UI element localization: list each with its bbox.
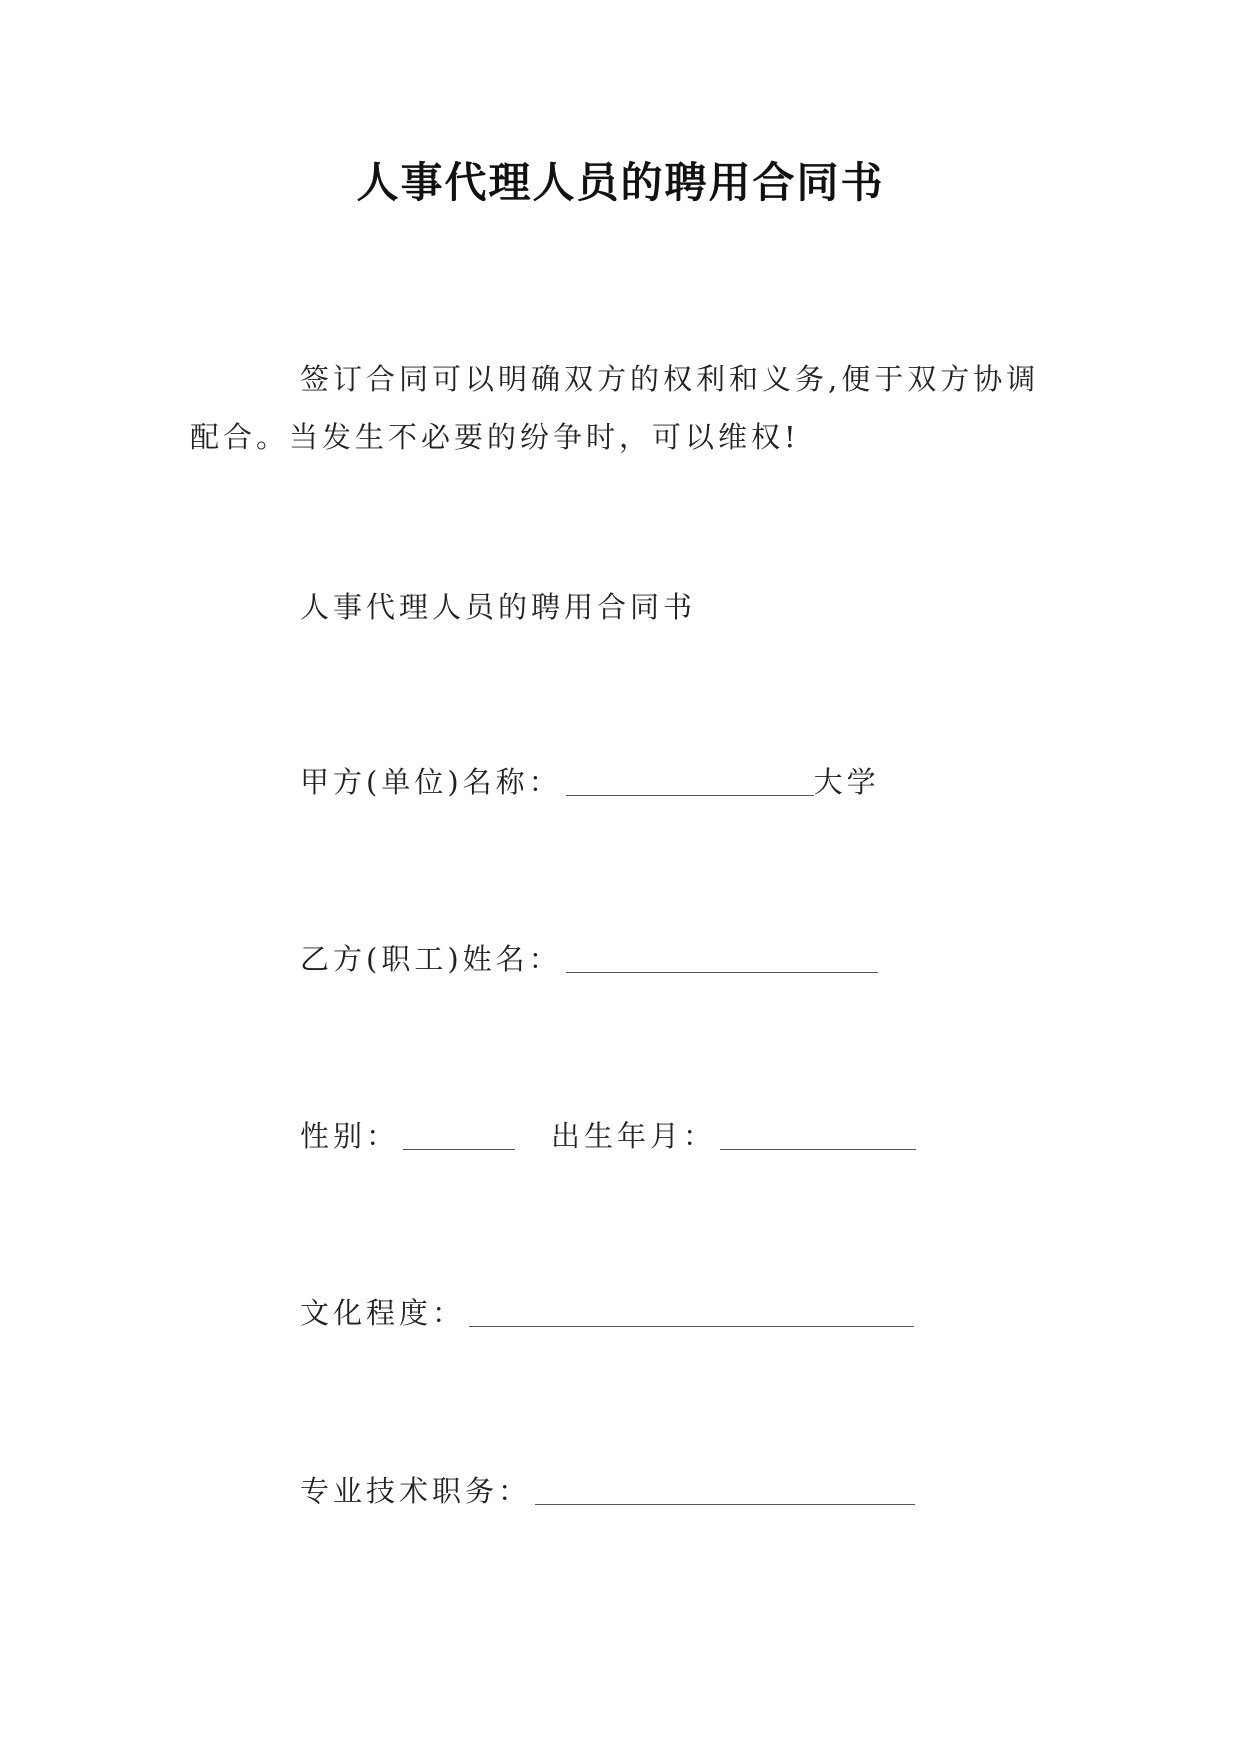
party-b-label: 乙方(职工)姓名： [300, 942, 562, 976]
gender-blank[interactable] [403, 1119, 515, 1150]
document-title: 人事代理人员的聘用合同书 [356, 158, 885, 207]
intro-paragraph: 签订合同可以明确双方的权利和义务,便于双方协调配合。当发生不必要的纷争时，可以维权! [190, 362, 1040, 454]
party-b-row [300, 937, 878, 978]
party-a-row [300, 760, 880, 801]
gender-birth-row [300, 1114, 916, 1155]
education-row [300, 1291, 914, 1332]
party-a-name-blank[interactable] [566, 765, 814, 796]
professional-title-row [300, 1469, 915, 1510]
party-b-name-blank[interactable] [566, 942, 878, 973]
gender-label: 性别： [300, 1119, 400, 1153]
party-a-label: 甲方(单位)名称： [300, 765, 562, 799]
professional-title-blank[interactable] [535, 1474, 915, 1505]
birth-blank[interactable] [720, 1119, 916, 1150]
education-blank[interactable] [469, 1296, 914, 1327]
birth-label: 出生年月： [551, 1119, 717, 1153]
contract-subtitle: 人事代理人员的聘用合同书 [300, 590, 697, 624]
party-a-suffix: 大学 [813, 765, 880, 799]
education-label: 文化程度： [300, 1296, 466, 1330]
professional-title-label: 专业技术职务： [300, 1474, 532, 1508]
